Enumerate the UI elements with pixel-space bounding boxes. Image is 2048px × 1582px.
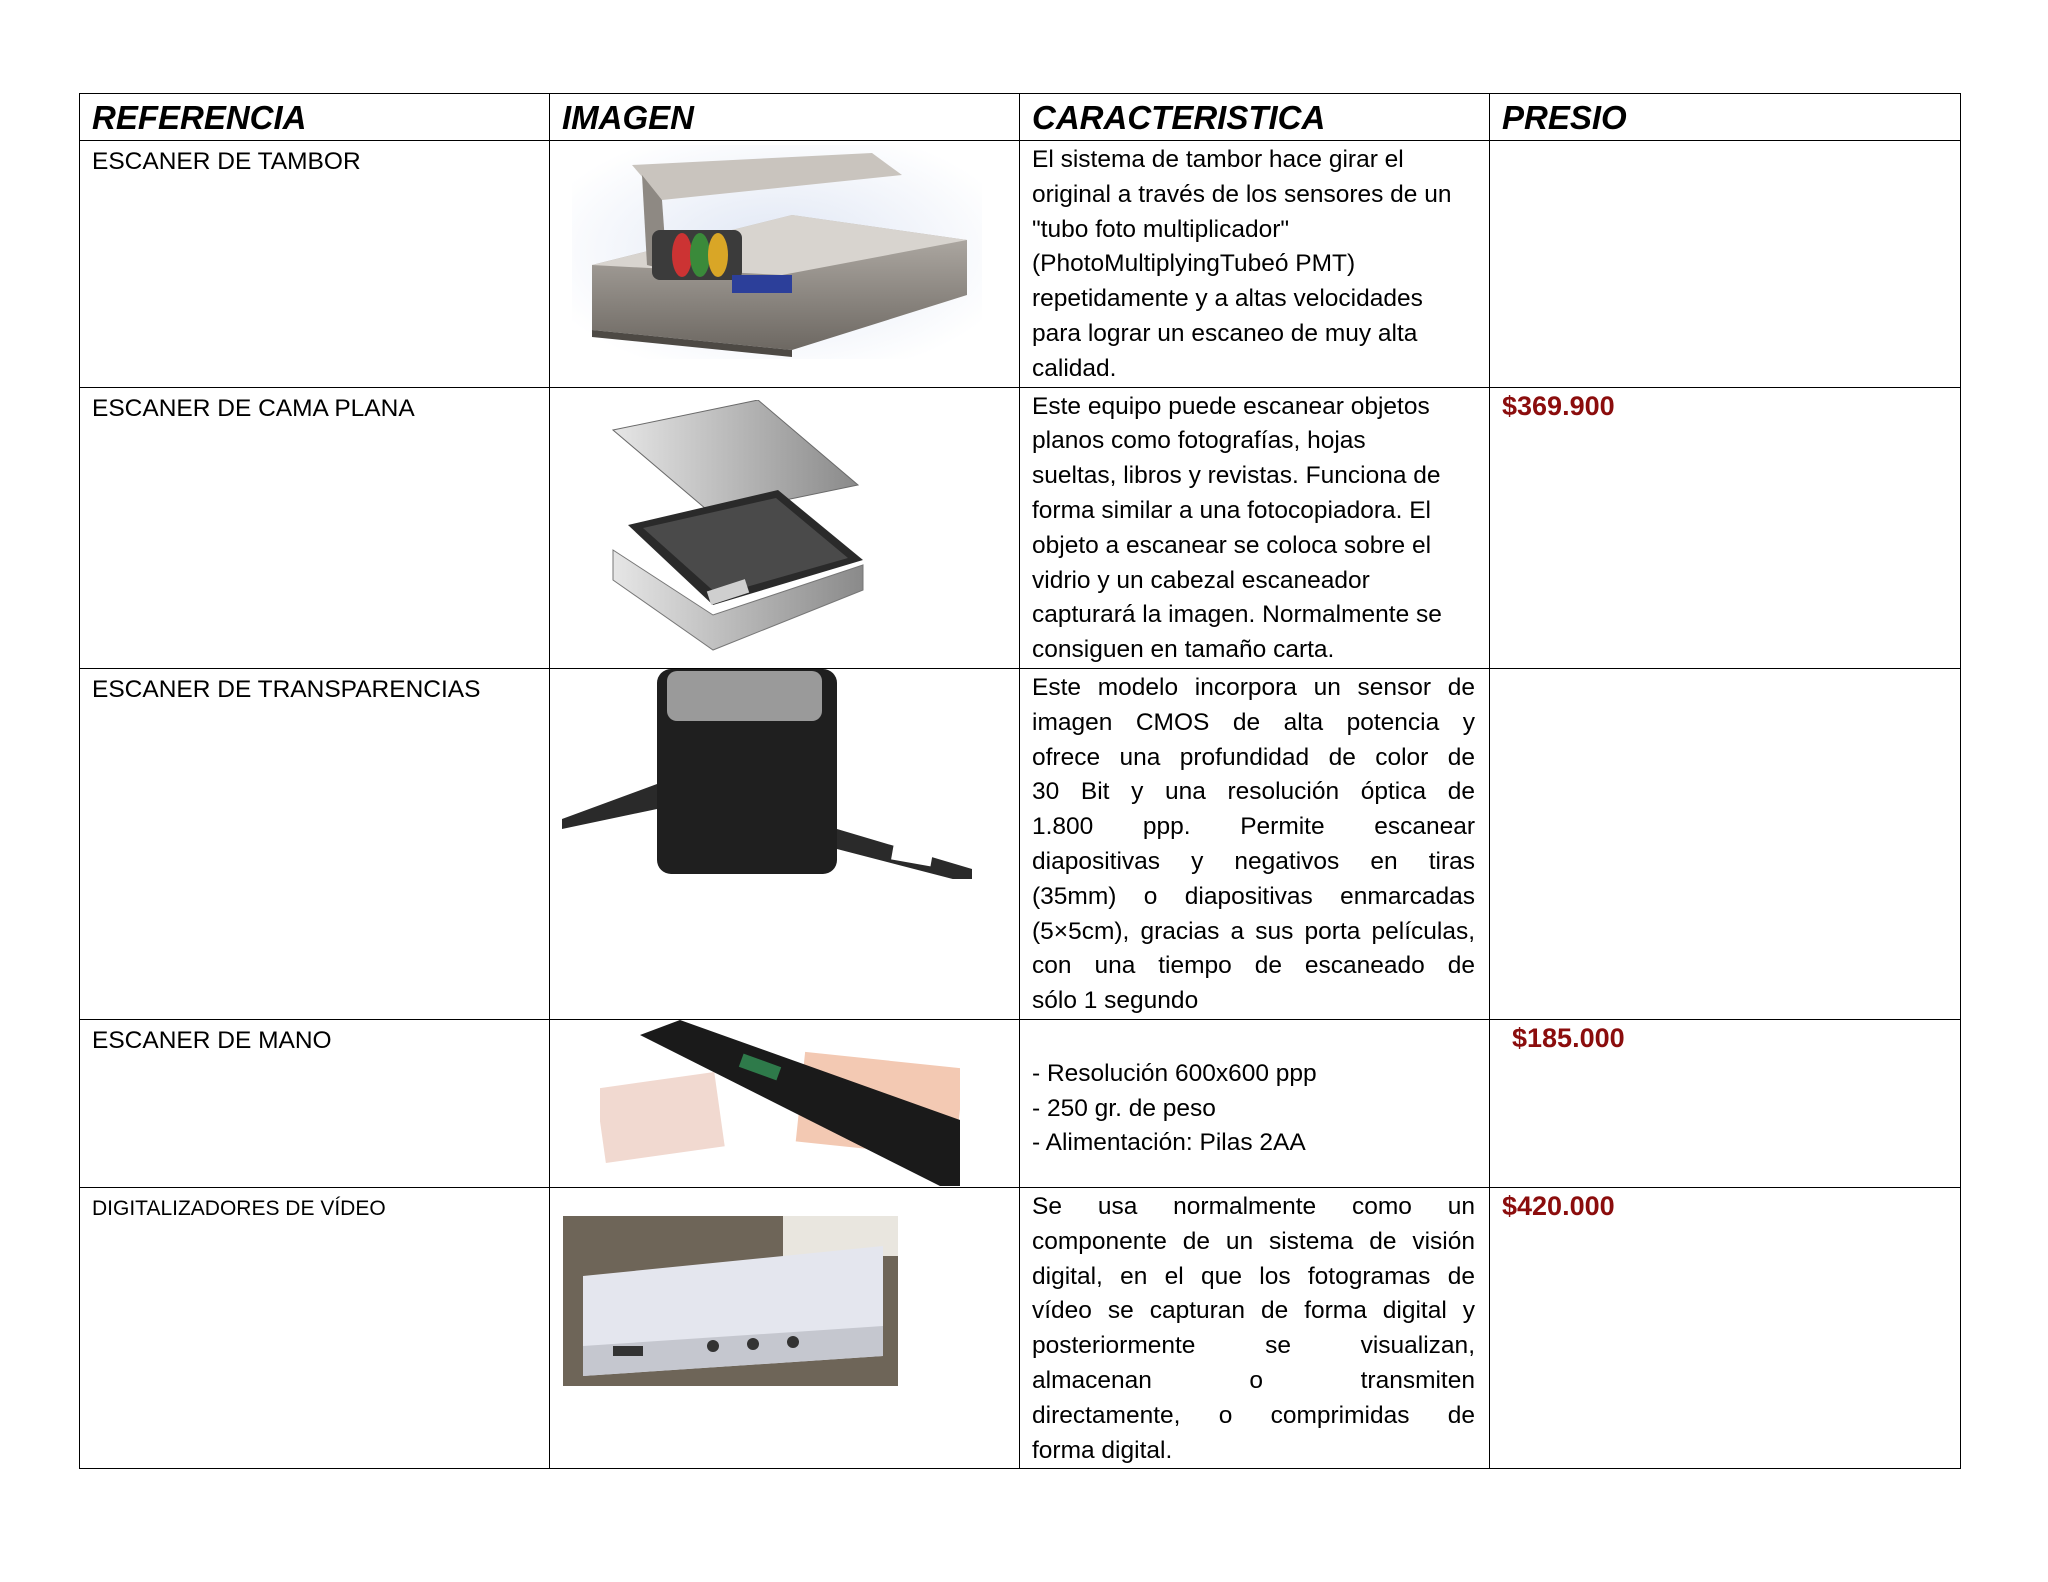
description-line: capturará la imagen. Normalmente se xyxy=(1032,601,1442,629)
description-line: "tubo foto multiplicador" xyxy=(1032,215,1290,243)
description-cell xyxy=(1020,1019,1490,1187)
header-referencia: REFERENCIA xyxy=(80,94,550,141)
table-row xyxy=(80,1187,1961,1468)
description-line: posteriormente se visualizan, xyxy=(1032,1332,1475,1360)
price-cell xyxy=(1490,141,1961,388)
description-cell xyxy=(1020,141,1490,388)
description-line: con una tiempo de escaneado de xyxy=(1032,952,1475,980)
description-line: vidrio y un cabezal escaneador xyxy=(1032,566,1370,594)
table-row xyxy=(80,387,1961,668)
image-cell xyxy=(550,1187,1020,1468)
table-row xyxy=(80,141,1961,388)
image-cell xyxy=(550,141,1020,388)
price-cell: $369.900 xyxy=(1490,387,1961,668)
description-line: (5×5cm), gracias a sus porta películas, xyxy=(1032,917,1475,945)
reference-cell: ESCANER DE MANO xyxy=(80,1019,550,1187)
description-line: para lograr un escaneo de muy alta xyxy=(1032,319,1418,347)
image-cell xyxy=(550,668,1020,1019)
table-row xyxy=(80,668,1961,1019)
description-line: sólo 1 segundo xyxy=(1032,987,1199,1015)
description-line: imagen CMOS de alta potencia y xyxy=(1032,708,1475,736)
description-line: original a través de los sensores de un xyxy=(1032,180,1452,208)
description-line: 1.800 ppp. Permite escanear xyxy=(1032,813,1475,841)
table-row xyxy=(80,1019,1961,1187)
price-cell: $420.000 xyxy=(1490,1187,1961,1468)
reference-cell: ESCANER DE TAMBOR xyxy=(80,141,550,388)
price-cell xyxy=(1490,668,1961,1019)
image-cell xyxy=(550,387,1020,668)
description-line: Este modelo incorpora un sensor de xyxy=(1032,673,1475,701)
description-line: - 250 gr. de peso xyxy=(1032,1094,1216,1122)
description-line: directamente, o comprimidas de xyxy=(1032,1401,1475,1429)
description-line: vídeo se capturan de forma digital y xyxy=(1032,1297,1475,1325)
description-line: - Alimentación: Pilas 2AA xyxy=(1032,1129,1306,1157)
header-row xyxy=(80,94,1961,141)
description-line: El sistema de tambor hace girar el xyxy=(1032,146,1404,173)
description-line: objeto a escanear se coloca sobre el xyxy=(1032,531,1432,559)
film-scanner-photo-icon xyxy=(562,669,972,879)
image-cell xyxy=(550,1019,1020,1187)
description-line: consiguen en tamaño carta. xyxy=(1032,636,1335,664)
description-line: forma digital. xyxy=(1032,1436,1173,1464)
description-line: (35mm) o diapositivas enmarcadas xyxy=(1032,882,1475,910)
description-line: calidad. xyxy=(1032,354,1117,382)
description-cell xyxy=(1020,668,1490,1019)
description-line: sueltas, libros y revistas. Funciona de xyxy=(1032,462,1441,490)
description-line: Este equipo puede escanear objetos xyxy=(1032,392,1430,420)
description-line: - Resolución 600x600 ppp xyxy=(1032,1059,1317,1087)
price-value: $185.000 xyxy=(1512,1022,1625,1053)
description-line: componente de un sistema de visión xyxy=(1032,1227,1475,1255)
description-cell xyxy=(1020,1187,1490,1468)
description-line: ofrece una profundidad de color de xyxy=(1032,743,1475,771)
video-digitizer-photo-icon xyxy=(563,1216,898,1386)
description-line: Se usa normalmente como un xyxy=(1032,1192,1475,1220)
description-line: digital, en el que los fotogramas de xyxy=(1032,1262,1475,1290)
handheld-scanner-photo-icon xyxy=(600,1020,960,1186)
product-table xyxy=(79,93,1961,1469)
price-cell xyxy=(1490,1019,1961,1187)
reference-cell: DIGITALIZADORES DE VÍDEO xyxy=(80,1187,550,1468)
drum-scanner-photo-icon xyxy=(572,145,982,359)
description-line: almacenan o transmiten xyxy=(1032,1366,1475,1394)
header-imagen: IMAGEN xyxy=(550,94,1020,141)
description-line: repetidamente y a altas velocidades xyxy=(1032,285,1423,313)
description-line: (PhotoMultiplyingTubeó PMT) xyxy=(1032,250,1356,278)
description-cell xyxy=(1020,387,1490,668)
reference-cell: ESCANER DE CAMA PLANA xyxy=(80,387,550,668)
description-line: planos como fotografías, hojas xyxy=(1032,427,1366,455)
description-line xyxy=(1032,1022,1475,1057)
flatbed-scanner-photo-icon xyxy=(608,400,868,660)
header-caracteristica: CARACTERISTICA xyxy=(1020,94,1490,141)
description-line: forma similar a una fotocopiadora. El xyxy=(1032,496,1431,524)
description-line: 30 Bit y una resolución óptica de xyxy=(1032,778,1475,806)
description-line: diapositivas y negativos en tiras xyxy=(1032,847,1475,875)
reference-cell: ESCANER DE TRANSPARENCIAS xyxy=(80,668,550,1019)
header-presio: PRESIO xyxy=(1490,94,1961,141)
